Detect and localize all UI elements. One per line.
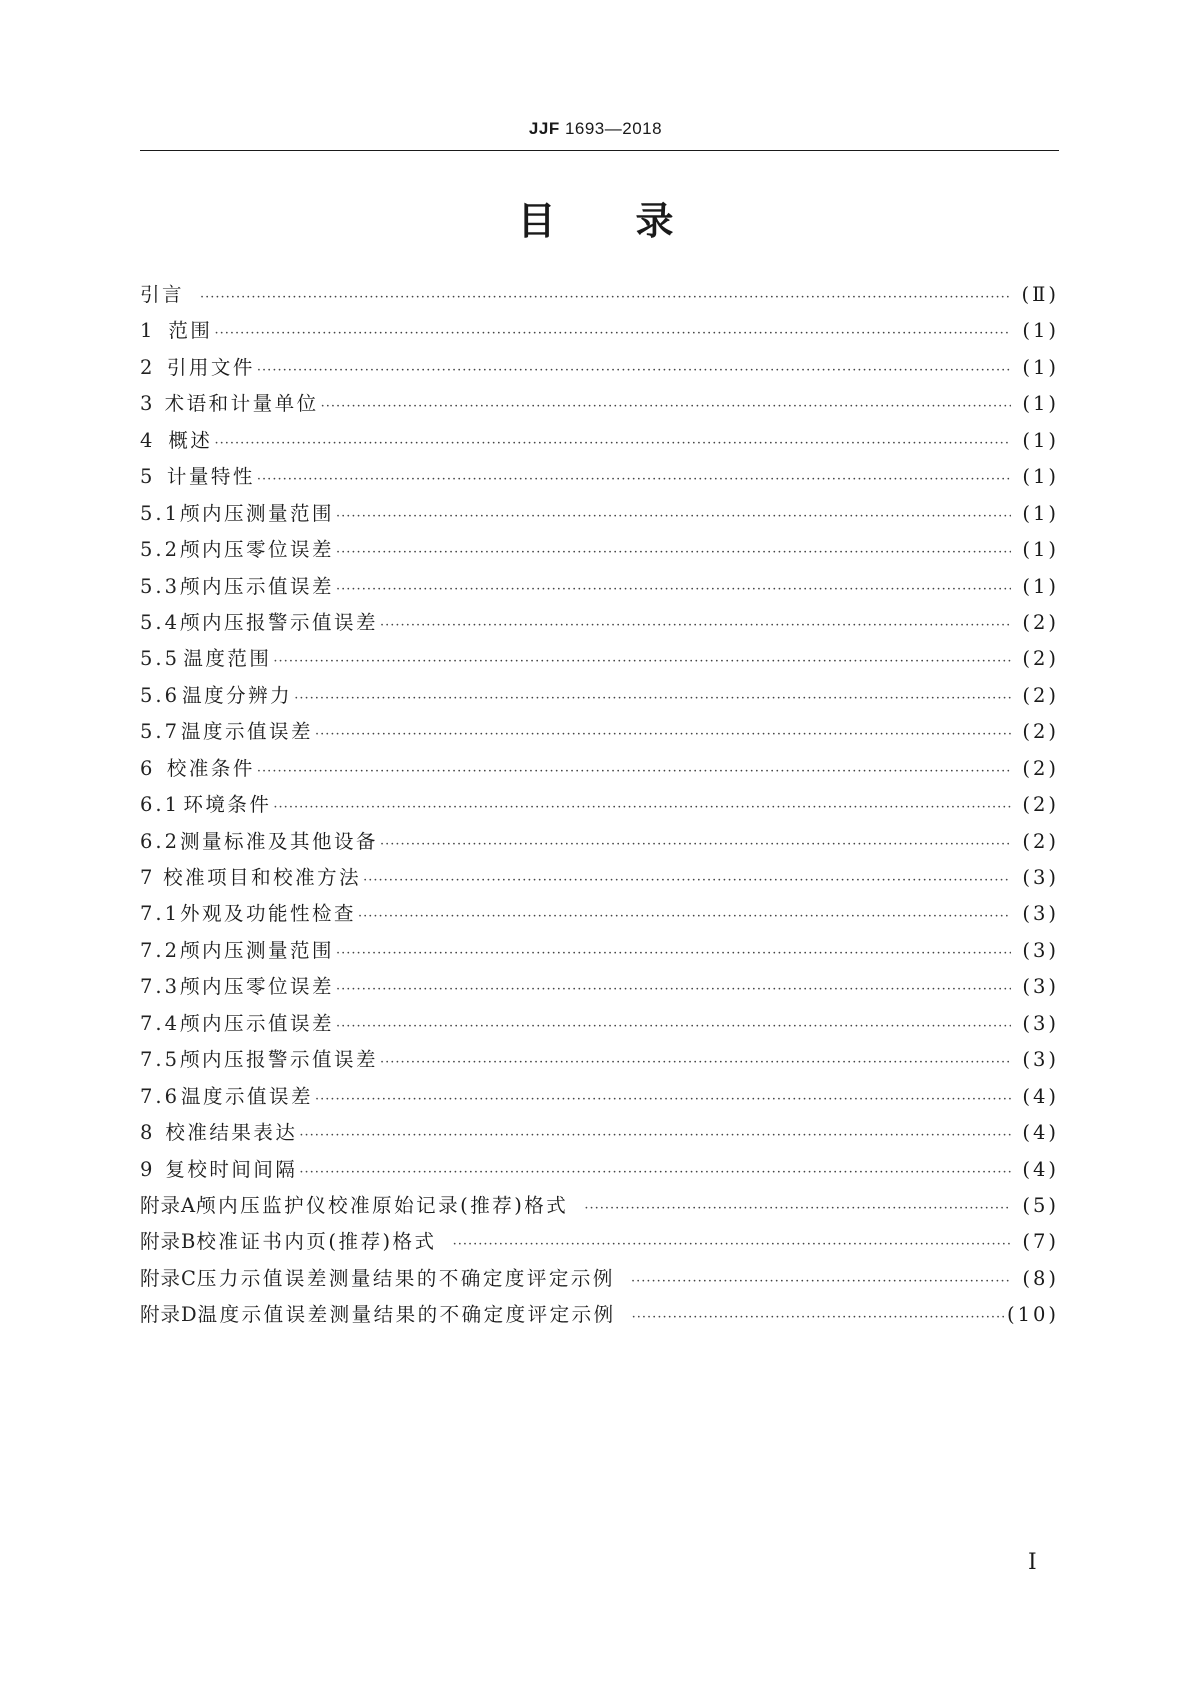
dot-leader bbox=[336, 545, 1011, 560]
dot-leader bbox=[214, 436, 1011, 451]
toc-entry[interactable] bbox=[140, 1154, 1059, 1190]
toc-entry[interactable] bbox=[140, 826, 1059, 862]
toc-entry[interactable] bbox=[140, 1081, 1059, 1117]
toc-entry-title: 复校时间间隔 bbox=[165, 1157, 298, 1181]
toc-entry-page: (1) bbox=[1022, 355, 1059, 379]
toc-entry-number: 附录A bbox=[140, 1193, 197, 1217]
toc-entry[interactable] bbox=[140, 1190, 1059, 1226]
dot-leader bbox=[358, 909, 1011, 924]
dot-leader bbox=[336, 946, 1011, 961]
toc-entry-page: (2) bbox=[1022, 756, 1059, 780]
dot-leader bbox=[336, 1019, 1011, 1034]
toc-entry[interactable] bbox=[140, 716, 1059, 752]
toc-entry-title: 颅内压测量范围 bbox=[180, 501, 335, 525]
toc-entry[interactable] bbox=[140, 607, 1059, 643]
toc-entry-title: 压力示值误差测量结果的不确定度评定示例 bbox=[196, 1266, 615, 1290]
toc-entry[interactable] bbox=[140, 1044, 1059, 1080]
toc-entry-number: 8 bbox=[140, 1121, 156, 1145]
dot-leader bbox=[257, 764, 1011, 779]
toc-entry[interactable] bbox=[140, 388, 1059, 424]
dot-leader bbox=[632, 1310, 1005, 1325]
toc-entry-number: 7.3 bbox=[140, 975, 181, 999]
dot-leader bbox=[273, 654, 1011, 669]
running-header bbox=[0, 119, 1191, 139]
dot-leader bbox=[299, 1128, 1011, 1143]
toc-entry[interactable] bbox=[140, 935, 1059, 971]
toc-entry-title: 颅内压报警示值误差 bbox=[180, 610, 379, 634]
toc-entry-page: (3) bbox=[1022, 1011, 1059, 1035]
toc-entry[interactable] bbox=[140, 425, 1059, 461]
toc-entry[interactable] bbox=[140, 315, 1059, 351]
toc-entry-number: 5.7 bbox=[140, 720, 181, 744]
dot-leader bbox=[336, 509, 1011, 524]
dot-leader bbox=[584, 1201, 1011, 1216]
title-char-right: 录 bbox=[635, 199, 674, 243]
toc-entry-number: 7.1 bbox=[140, 902, 181, 926]
toc-entry-page: (1) bbox=[1022, 501, 1059, 525]
toc-entry-page: (2) bbox=[1022, 793, 1059, 817]
toc-entry-page: (2) bbox=[1022, 610, 1059, 634]
toc-entry-title: 范围 bbox=[168, 319, 213, 343]
toc-entry[interactable] bbox=[140, 534, 1059, 570]
toc-entry-number: 5.5 bbox=[140, 647, 181, 671]
dot-leader bbox=[257, 363, 1011, 378]
toc-entry-page: (8) bbox=[1022, 1266, 1059, 1290]
toc-entry-title: 术语和计量单位 bbox=[164, 392, 319, 416]
toc-entry[interactable] bbox=[140, 571, 1059, 607]
toc-entry-title: 颅内压零位误差 bbox=[180, 538, 335, 562]
toc-entry-number: 1 bbox=[140, 319, 156, 343]
page-folio: Ⅰ bbox=[1028, 1550, 1037, 1575]
toc-entry-number: 7.4 bbox=[140, 1011, 181, 1035]
toc-entry-page: (2) bbox=[1022, 683, 1059, 707]
toc-entry[interactable] bbox=[140, 1008, 1059, 1044]
toc-entry-number: 5 bbox=[140, 465, 156, 489]
toc-entry-page: (4) bbox=[1022, 1157, 1059, 1181]
toc-entry-page: (7) bbox=[1022, 1230, 1059, 1254]
toc-entry-title: 校准结果表达 bbox=[165, 1121, 298, 1145]
toc-entry-page: (1) bbox=[1022, 428, 1059, 452]
toc-entry[interactable] bbox=[140, 498, 1059, 534]
toc-entry[interactable] bbox=[140, 1263, 1059, 1299]
toc-entry-title: 引用文件 bbox=[166, 355, 255, 379]
dot-leader bbox=[336, 582, 1011, 597]
toc-entry-page: (5) bbox=[1022, 1193, 1059, 1217]
toc-entry-number: 3 bbox=[140, 392, 156, 416]
toc-entry-page: (3) bbox=[1022, 938, 1059, 962]
toc-entry-title: 温度示值误差测量结果的不确定度评定示例 bbox=[197, 1303, 616, 1327]
toc-entry[interactable] bbox=[140, 643, 1059, 679]
toc-entry-title: 颅内压监护仪校准原始记录(推荐)格式 bbox=[196, 1193, 569, 1217]
toc-entry-number: 4 bbox=[140, 428, 156, 452]
toc-entry-number: 附录B bbox=[140, 1230, 197, 1254]
dot-leader bbox=[299, 1165, 1011, 1180]
toc-entry[interactable] bbox=[140, 1117, 1059, 1153]
toc-entry-title: 温度示值误差 bbox=[180, 1084, 313, 1108]
toc-entry-title: 颅内压测量范围 bbox=[180, 938, 335, 962]
toc-entry-page: (2) bbox=[1022, 647, 1059, 671]
toc-entry-title: 概述 bbox=[168, 428, 213, 452]
dot-leader bbox=[273, 800, 1011, 815]
toc-entry-title: 温度范围 bbox=[183, 647, 272, 671]
dot-leader bbox=[336, 982, 1011, 997]
toc-entry-page: (3) bbox=[1022, 866, 1059, 889]
toc-entry-page: (1) bbox=[1022, 319, 1059, 343]
toc-entry-title: 外观及功能性检查 bbox=[180, 902, 357, 926]
toc-entry-number: 5.1 bbox=[140, 501, 181, 525]
toc-entry-page: (Ⅱ) bbox=[1021, 283, 1059, 306]
toc-entry-page: (4) bbox=[1022, 1084, 1059, 1108]
toc-entry-number: 7.6 bbox=[140, 1084, 181, 1108]
title-char-left: 目 bbox=[517, 199, 556, 243]
toc-entry-number: 7.2 bbox=[140, 938, 181, 962]
toc-entry[interactable] bbox=[140, 753, 1059, 789]
toc-entry-title: 校准证书内页(推荐)格式 bbox=[196, 1230, 437, 1254]
toc-entry-title: 环境条件 bbox=[183, 793, 272, 817]
toc-entry-number: 6.1 bbox=[140, 793, 181, 817]
dot-leader bbox=[453, 1237, 1011, 1252]
dot-leader bbox=[380, 1055, 1011, 1070]
toc-entry-title: 校准条件 bbox=[166, 756, 255, 780]
toc-entry-number: 9 bbox=[140, 1157, 156, 1181]
toc-entry[interactable] bbox=[140, 971, 1059, 1007]
toc-entry[interactable] bbox=[140, 680, 1059, 716]
toc-entry[interactable] bbox=[140, 1226, 1059, 1262]
toc-entry-page: (3) bbox=[1022, 1048, 1059, 1072]
toc-entry-page: (10) bbox=[1006, 1303, 1059, 1327]
toc-entry-page: (1) bbox=[1022, 465, 1059, 489]
toc-entry-title: 温度示值误差 bbox=[180, 720, 313, 744]
dot-leader bbox=[214, 326, 1011, 341]
toc-entry-number: 5.6 bbox=[140, 683, 181, 707]
toc-entry-page: (1) bbox=[1022, 392, 1059, 416]
dot-leader bbox=[363, 873, 1011, 888]
standard-number: 1693—2018 bbox=[564, 119, 663, 138]
toc-entry[interactable] bbox=[140, 789, 1059, 825]
toc-entry-number: 5.2 bbox=[140, 538, 181, 562]
toc-entry-page: (4) bbox=[1022, 1121, 1059, 1145]
toc-entry-title: 引言 bbox=[140, 283, 185, 306]
standard-code: JJF bbox=[528, 119, 560, 138]
toc-entry-number: 2 bbox=[140, 355, 156, 379]
toc-entry-page: (3) bbox=[1022, 902, 1059, 926]
toc-entry[interactable] bbox=[140, 352, 1059, 388]
toc-entry-title: 颅内压报警示值误差 bbox=[180, 1048, 379, 1072]
toc-entry-number: 6.2 bbox=[140, 829, 181, 853]
header-rule bbox=[140, 150, 1059, 151]
dot-leader bbox=[380, 837, 1011, 852]
toc-entry-number: 5.4 bbox=[140, 610, 181, 634]
toc-entry[interactable] bbox=[140, 461, 1059, 497]
dot-leader bbox=[294, 691, 1011, 706]
dot-leader bbox=[315, 727, 1011, 742]
toc-entry-page: (1) bbox=[1022, 574, 1059, 598]
dot-leader bbox=[257, 472, 1011, 487]
toc-entry-number: 附录D bbox=[140, 1303, 198, 1327]
toc-entry[interactable] bbox=[140, 862, 1059, 898]
toc-entry-title: 计量特性 bbox=[166, 465, 255, 489]
toc-entry-number: 7.5 bbox=[140, 1048, 181, 1072]
toc-entry[interactable] bbox=[140, 279, 1059, 315]
toc-entry-number: 附录C bbox=[140, 1266, 197, 1290]
toc-entry-page: (2) bbox=[1022, 829, 1059, 853]
toc-entry-title: 颅内压零位误差 bbox=[180, 975, 335, 999]
table-of-contents bbox=[140, 279, 1059, 1336]
page-title bbox=[0, 196, 1191, 246]
toc-entry[interactable] bbox=[140, 898, 1059, 934]
toc-entry-title: 颅内压示值误差 bbox=[180, 574, 335, 598]
dot-leader bbox=[321, 399, 1011, 414]
dot-leader bbox=[315, 1092, 1011, 1107]
toc-entry-title: 校准项目和校准方法 bbox=[163, 866, 362, 889]
dot-leader bbox=[631, 1274, 1011, 1289]
dot-leader bbox=[200, 290, 1011, 305]
toc-entry-number: 5.3 bbox=[140, 574, 181, 598]
toc-entry-title: 颅内压示值误差 bbox=[180, 1011, 335, 1035]
toc-entry-page: (2) bbox=[1022, 720, 1059, 744]
toc-entry-page: (1) bbox=[1022, 538, 1059, 562]
toc-entry-number: 7 bbox=[140, 866, 156, 889]
toc-entry-page: (3) bbox=[1022, 975, 1059, 999]
toc-entry-title: 测量标准及其他设备 bbox=[180, 829, 379, 853]
toc-entry[interactable] bbox=[140, 1299, 1059, 1335]
toc-entry-number: 6 bbox=[140, 756, 156, 780]
dot-leader bbox=[380, 618, 1011, 633]
toc-entry-title: 温度分辨力 bbox=[182, 683, 293, 707]
